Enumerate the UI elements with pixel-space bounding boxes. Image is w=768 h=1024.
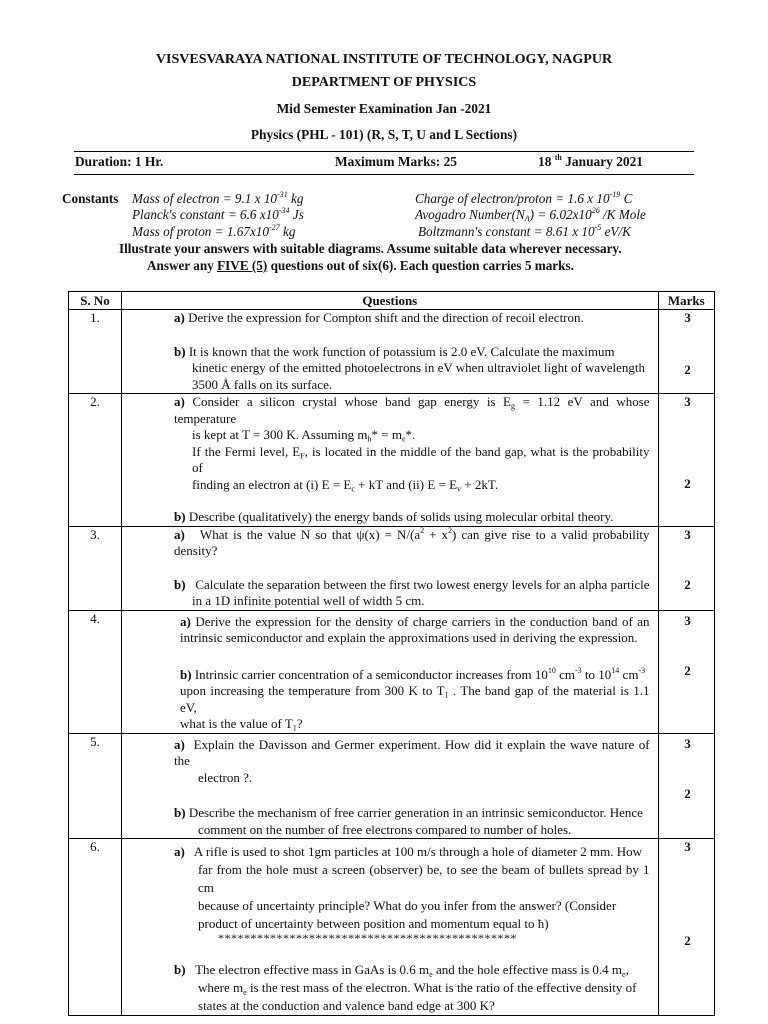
part-text: and the hole effective mass is 0.4 m — [432, 962, 623, 977]
part-text: electron ?. — [198, 769, 253, 785]
instruction-pre: Answer any — [147, 258, 218, 273]
superscript: -3 — [638, 665, 646, 675]
electron-mass-unit: kg — [287, 191, 304, 206]
part-text: If the Fermi level, E — [192, 443, 301, 459]
electron-mass-text: Mass of electron = 9.1 x 10 — [132, 191, 278, 206]
question-number: 1. — [69, 310, 122, 394]
marks-cell — [658, 610, 714, 733]
part-text: what is the value of T — [180, 716, 293, 731]
question-text — [122, 733, 659, 839]
part-text: Calculate the separation between the first two lowest energy levels for an alpha particle — [195, 576, 650, 592]
marks-b: 2 — [684, 576, 691, 592]
marks-a: 3 — [684, 839, 691, 854]
part-text: Consider a silicon crystal whose band gap energy is E — [192, 394, 511, 409]
part-tag: a) — [174, 310, 185, 325]
subscript: 1 — [292, 723, 297, 733]
boltzmann-constant — [418, 224, 631, 240]
part-text: Describe the mechanism of free carrier generation in an intrinsic semiconductor. Hence — [188, 805, 643, 820]
institute-name: VISVESVARAYA NATIONAL INSTITUTE OF TECHNOLOGY, NAGPUR — [155, 52, 613, 67]
question-number: 3. — [69, 526, 122, 610]
part-text: = 1.12 eV and whose temperature — [174, 394, 650, 426]
part-b — [180, 667, 650, 733]
avogadro-mid: ) = 6.02x10 — [529, 207, 592, 222]
part-tag: a) — [180, 613, 191, 629]
table-row — [69, 394, 715, 527]
part-line: is kept at T = 300 K. Assuming mh* = me*. — [192, 427, 416, 444]
part-text: = m — [378, 427, 402, 442]
planck-exp: -34 — [278, 206, 290, 215]
subscript: h — [367, 434, 372, 444]
subscript: v — [457, 484, 462, 493]
charge-unit: C — [620, 191, 633, 206]
questions-table — [68, 291, 715, 1016]
part-a — [180, 614, 650, 647]
table-row — [69, 526, 715, 610]
part-text: in a 1D infinite potential well of width 5 cm. — [192, 593, 425, 608]
part-text: upon increasing the temperature from 300 K to T — [180, 683, 445, 698]
part-text: 3500 Å falls on its surface. — [192, 376, 333, 392]
charge-text: Charge of electron/proton = 1.6 x 10 — [415, 191, 610, 206]
planck-text: Planck's constant = 6.6 x10 — [132, 207, 279, 222]
part-text: Derive the expression for Compton shift and the direction of recoil electron. — [188, 310, 584, 325]
subscript: e — [622, 970, 626, 979]
part-text: ) can give rise to a valid probability density? — [174, 526, 650, 558]
question-text — [122, 610, 659, 733]
part-text: Derive the expression for the density of charge carriers in the conduction band of an intrinsic semiconductor and explain the approximations used in deriving the expression. — [180, 613, 650, 645]
marks-a: 3 — [684, 310, 691, 325]
part-a — [174, 737, 650, 787]
part-text: finding an electron at (i) E = E — [192, 476, 352, 492]
proton-mass-text: Mass of proton = 1.67x10 — [132, 224, 269, 239]
marks-b: 2 — [684, 362, 691, 377]
header-divider — [74, 151, 694, 152]
question-text — [122, 394, 659, 527]
marks-b: 2 — [684, 933, 691, 948]
planck-constant — [132, 207, 304, 223]
part-text: . The band gap of the material is 1.1 eV, — [180, 683, 650, 715]
subscript: g — [511, 401, 515, 411]
part-text: cm — [619, 666, 639, 682]
part-tag: b) — [174, 509, 186, 524]
marks-a: 3 — [684, 735, 691, 751]
marks-a: 3 — [684, 612, 691, 628]
avogadro-constant — [415, 207, 646, 223]
subscript: e — [401, 434, 406, 444]
boltzmann-unit: eV/K — [601, 224, 631, 239]
part-a — [174, 310, 650, 327]
table-header-row — [69, 292, 715, 310]
avogadro-exp: 26 — [591, 206, 600, 215]
date-day: 18 — [538, 154, 552, 169]
marks-cell — [658, 310, 714, 394]
date-rest: January 2021 — [565, 154, 643, 169]
part-b: b) The electron effective mass in GaAs is 0.6 me and the hole effective mass is 0.4 me, where me is the rest mass of the electron. What is the ratio of the effective density of states at the conduction and valence band edge at 300 K? — [174, 961, 650, 1015]
part-tag: b) — [180, 666, 192, 682]
part-text: The electron effective mass in GaAs is 0.6 m — [195, 962, 430, 977]
instruction-underlined: FIVE (5) — [217, 258, 268, 273]
header-marks: Marks — [658, 292, 714, 310]
course-title: Physics (PHL - 101) (R, S, T, U and L Sections) — [250, 127, 518, 142]
part-text: cm — [555, 666, 575, 682]
part-text: is kept at T = 300 K. Assuming m — [192, 427, 368, 442]
constants-label: Constants — [62, 191, 119, 206]
exam-date — [538, 154, 643, 170]
charge-exp: -19 — [609, 190, 621, 199]
part-b — [174, 577, 650, 610]
superscript: 14 — [611, 665, 620, 675]
electron-mass-exp: -31 — [277, 190, 288, 199]
instruction-line-1: Illustrate your answers with suitable diagrams. Assume suitable data wherever necessary. — [119, 241, 622, 256]
proton-mass-constant — [132, 224, 295, 240]
part-text: A rifle is used to shot 1gm particles at 100 m/s through a hole of diameter 2 mm. How — [193, 844, 642, 859]
part-tag: b) — [174, 962, 186, 977]
question-number: 2. — [69, 394, 122, 527]
question-number: 5. — [69, 733, 122, 839]
table-row — [69, 310, 715, 394]
part-a — [174, 843, 650, 933]
electron-mass-constant — [132, 191, 303, 207]
proton-mass-unit: kg — [279, 224, 296, 239]
part-text: kinetic energy of the emitted photoelectrons in eV when ultraviolet light of wavelength — [192, 360, 645, 375]
part-text: Intrinsic carrier concentration of a semiconductor increases from 10 — [194, 666, 548, 682]
avogadro-sub: A — [524, 214, 530, 223]
question-text — [122, 526, 659, 610]
marks-cell — [658, 526, 714, 610]
meta-divider — [74, 174, 694, 175]
question-number: 6. — [69, 839, 122, 1016]
part-b — [174, 805, 650, 838]
superscript: 2 — [447, 525, 452, 535]
part-b — [174, 509, 650, 526]
part-a — [174, 527, 650, 560]
part-b — [174, 344, 650, 394]
part-text: where m — [198, 980, 244, 995]
proton-mass-exp: -27 — [269, 223, 280, 232]
date-suffix: th — [554, 153, 562, 162]
part-tag: a) — [174, 394, 185, 409]
marks-cell — [658, 733, 714, 839]
part-a — [174, 394, 650, 493]
marks-cell — [658, 839, 714, 1016]
part-tag: b) — [174, 805, 186, 820]
subscript: e — [429, 970, 433, 979]
marks-cell — [658, 394, 714, 527]
table-row — [69, 733, 715, 839]
part-line — [174, 444, 650, 477]
avogadro-unit: /K Mole — [599, 207, 646, 222]
part-text: comment on the number of free electrons compared to number of holes. — [198, 821, 572, 837]
duration: Duration: 1 Hr. — [75, 154, 164, 169]
part-line — [174, 477, 650, 494]
department-name: DEPARTMENT OF PHYSICS — [291, 75, 477, 90]
subscript: e — [243, 988, 247, 997]
part-text: to 10 — [581, 666, 612, 682]
subscript: c — [351, 484, 355, 493]
part-text: product of uncertainty between position and momentum equal to ħ) — [198, 916, 549, 931]
subscript: 1 — [444, 690, 449, 700]
part-text: It is known that the work function of potassium is 2.0 eV. Calculate the maximum — [188, 343, 615, 359]
part-tag: a) — [174, 526, 185, 542]
marks-b: 2 — [684, 476, 691, 491]
part-text: What is the value N so that ψ(x) = N/(a — [199, 526, 421, 542]
header-sno: S. No — [69, 292, 122, 310]
question-number: 4. — [69, 610, 122, 733]
exam-title: Mid Semester Examination Jan -2021 — [276, 101, 492, 116]
question-text — [122, 310, 659, 394]
superscript: -3 — [575, 665, 582, 675]
maximum-marks: Maximum Marks: 25 — [335, 154, 457, 169]
superscript: 10 — [547, 665, 556, 675]
part-text: is the rest mass of the electron. What is the ratio of the effective density of — [246, 980, 637, 995]
part-text: + 2kT. — [461, 476, 499, 492]
part-tag: a) — [174, 844, 185, 859]
table-row — [69, 610, 715, 733]
charge-constant — [415, 191, 632, 207]
superscript: 2 — [420, 525, 425, 535]
part-tag: a) — [174, 736, 185, 752]
part-tag: b) — [174, 343, 186, 359]
marks-b: 2 — [684, 785, 691, 801]
subscript: F — [300, 451, 305, 460]
marks-b: 2 — [684, 662, 691, 678]
part-text: far from the hole must a screen (observer) be, to see the beam of bullets spread by 1 cm — [198, 862, 650, 895]
table-row — [69, 839, 715, 1016]
part-line — [174, 979, 650, 997]
boltzmann-exp: -5 — [594, 223, 602, 232]
marks-a: 3 — [684, 394, 691, 409]
part-text: ? — [296, 716, 303, 731]
part-text: states at the conduction and valence band edge at 300 K? — [198, 998, 495, 1013]
marks-a: 3 — [684, 526, 691, 542]
part-tag: b) — [174, 576, 186, 592]
header-questions: Questions — [122, 292, 659, 310]
instruction-post: questions out of six(6). Each question carries 5 marks. — [267, 258, 574, 273]
planck-unit: Js — [289, 207, 304, 222]
part-text: because of uncertainty principle? What do you infer from the answer? (Consider — [198, 898, 617, 913]
part-text: + kT and (ii) E = E — [354, 476, 458, 492]
avogadro-text: Avogadro Number(N — [415, 207, 525, 222]
part-text: Explain the Davisson and Germer experiment. How did it explain the wave nature of the — [174, 736, 650, 768]
part-text: + x — [424, 526, 448, 542]
question-text — [122, 839, 659, 1016]
boltzmann-text: Boltzmann's constant = 8.61 x 10 — [418, 224, 595, 239]
part-text: , is located in the middle of the band gap, what is the probability of — [192, 443, 650, 475]
part-text: Describe (qualitatively) the energy bands of solids using molecular orbital theory. — [188, 509, 614, 524]
footer-stars: ********************************************** — [218, 931, 517, 945]
instruction-line-2 — [147, 258, 574, 274]
